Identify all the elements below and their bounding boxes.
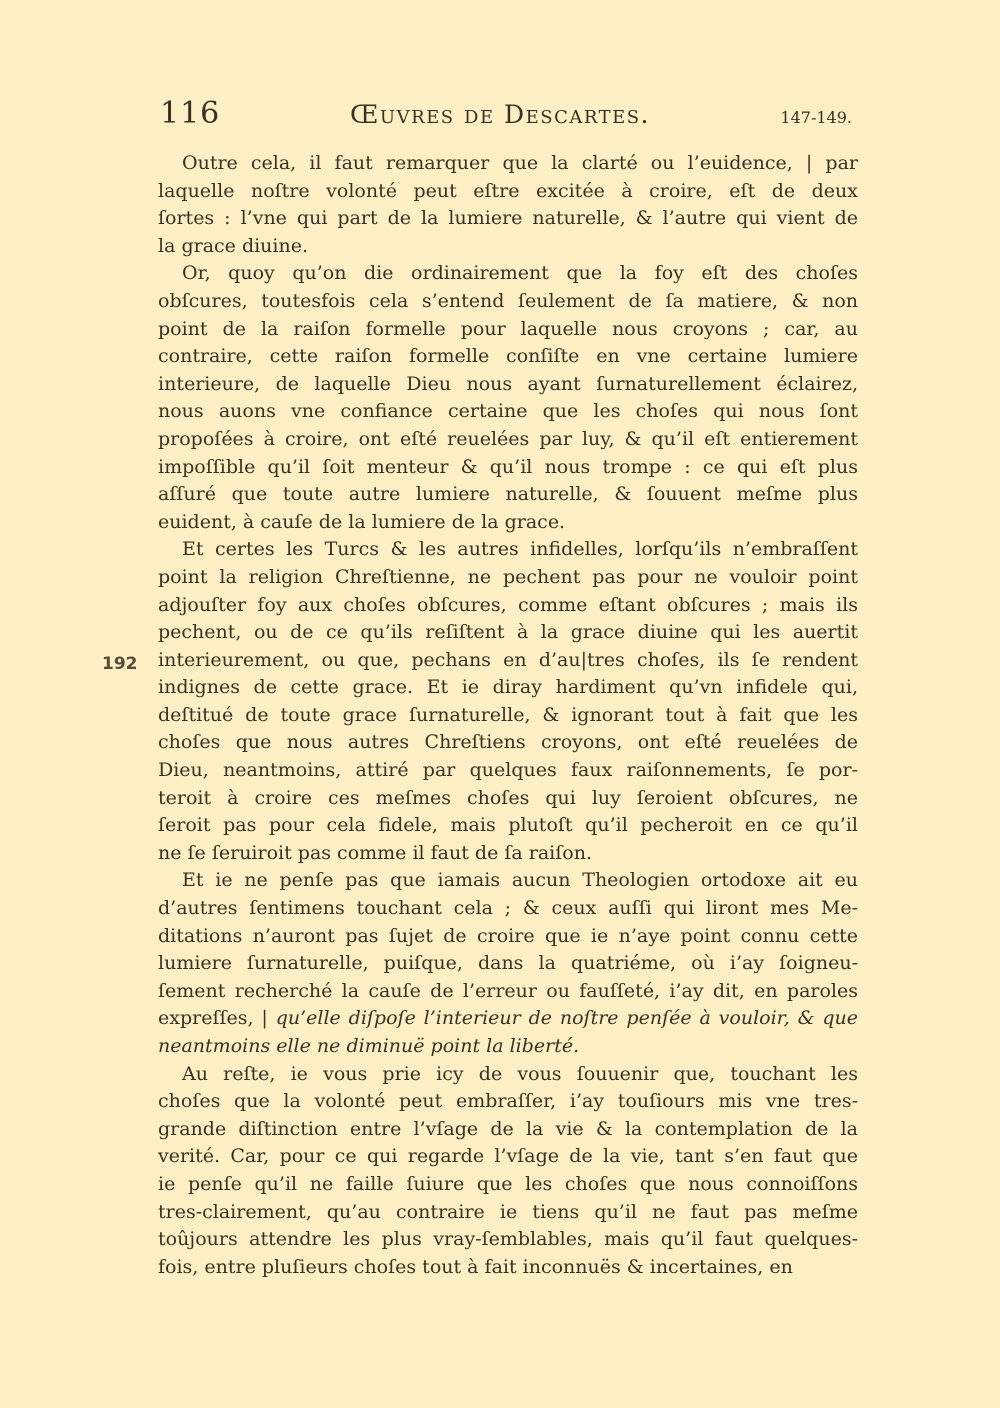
text-line: aſſuré que toute autre lumiere naturelle, & ſouuent meſme plus	[158, 483, 858, 506]
text-line: impoſſible qu’il ſoit menteur & qu’il nous trompe : ce qui eſt plus	[158, 455, 858, 478]
text-line: Or, quoy qu’on die ordinairement que la foy eſt des choſes	[182, 262, 858, 285]
paragraph	[158, 260, 858, 536]
text-line: fois, entre pluſieurs choſes tout à fait inconnuës & incertaines, en	[158, 1255, 793, 1278]
text-line: choſes que nous autres Chreſtiens croyons, ont eſté reuelées de	[158, 731, 858, 754]
text-line: teroit à croire ces meſmes choſes qui luy ſeroient obſcures, ne	[158, 786, 858, 809]
text-line: tres-clairement, qu’au contraire ie tiens qu’il ne faut pas meſme	[158, 1200, 858, 1223]
text-line: choſes que la volonté peut embraſſer, i’ay touſiours mis vne tres-	[158, 1090, 858, 1113]
text-line: la grace diuine.	[158, 234, 309, 257]
text-line: nous auons vne confiance certaine que les choſes qui nous ſont	[158, 400, 858, 423]
text-line: Au reſte, ie vous prie icy de vous ſouuenir que, touchant les	[182, 1062, 858, 1085]
text-line: ſeroit pas pour cela fidele, mais plutoſt qu’il pecheroit en ce qu’il	[158, 814, 858, 837]
margin-page-reference: 192	[102, 654, 138, 674]
paragraph	[158, 150, 858, 260]
running-header	[0, 96, 1000, 136]
text-line: toûjours attendre les plus vray-ſemblables, mais qu’il faut quelques-	[158, 1228, 858, 1251]
running-title: Œuvres de Descartes.	[349, 100, 651, 129]
text-line: grande diſtinction entre l’vſage de la vie & la contemplation de la	[158, 1117, 858, 1140]
text-line: adjouſter foy aux choſes obſcures, comme eſtant obſcures ; mais ils	[158, 593, 858, 616]
page-number: 116	[160, 96, 221, 131]
text-line: euident, à cauſe de la lumiere de la grace.	[158, 510, 566, 533]
text-line: Et certes les Turcs & les autres infidelles, lorſqu’ils n’embraſſent	[182, 538, 858, 561]
body-text	[158, 150, 858, 1281]
text-line: d’autres ſentimens touchant cela ; & ceux auſſi qui liront mes Me-	[158, 897, 858, 920]
text-line: Et ie ne penſe pas que iamais aucun Theologien ortodoxe ait eu	[182, 869, 858, 892]
text-line: propoſées à croire, ont eſté reuelées par luy, & qu’il eſt entierement	[158, 427, 858, 450]
text-line: Dieu, neantmoins, attiré par quelques faux raiſonnements, ſe por-	[158, 759, 858, 782]
text-line: interieurement, ou que, pechans en d’au|tres choſes, ils ſe rendent	[158, 648, 858, 671]
text-line: Outre cela, il faut remarquer que la clarté ou l’euidence, | par	[182, 152, 858, 174]
paragraph	[158, 536, 858, 867]
text-line: ie penſe qu’il ne faille ſuiure que les choſes que nous connoiſſons	[158, 1172, 858, 1195]
text-line: point de la raiſon formelle pour laquelle nous croyons ; car, au	[158, 317, 858, 340]
text-italic-quote: neantmoins elle ne diminuë point la liberté.	[158, 1035, 580, 1057]
paragraph	[158, 1061, 858, 1282]
text-line: obſcures, toutesfois cela s’entend ſeulement de ſa matiere, & non	[158, 289, 858, 312]
paragraph	[158, 867, 858, 1060]
text-line: verité. Car, pour ce qui regarde l’vſage de la vie, tant s’en faut que	[158, 1145, 858, 1168]
text-line: ſement recherché la cauſe de l’erreur ou fauſſeté, i’ay dit, en paroles	[158, 979, 858, 1002]
text-line: deſtitué de toute grace ſurnaturelle, & ignorant tout à fait que les	[158, 703, 858, 726]
text-plain: expreſſes, |	[158, 1007, 276, 1030]
text-line: interieure, de laquelle Dieu nous ayant ſurnaturellement éclairez,	[158, 372, 858, 395]
text-line: point la religion Chreſtienne, ne pechent pas pour ne vouloir point	[158, 565, 858, 588]
text-line: ne ſe ſeruiroit pas comme il faut de ſa raiſon.	[158, 841, 593, 864]
text-line: lumiere ſurnaturelle, puiſque, dans la quatriéme, où i’ay ſoigneu-	[158, 952, 858, 975]
text-line: ſortes : l’vne qui part de la lumiere naturelle, & l’autre qui vient de	[158, 207, 858, 230]
text-line: pechent, ou de ce qu’ils reſiſtent à la grace diuine qui les auertit	[158, 621, 858, 644]
text-line: indignes de cette grace. Et ie diray hardiment qu’vn infidele qui,	[158, 676, 858, 699]
text-line	[158, 1005, 858, 1033]
text-line: ditations n’auront pas ſujet de croire que ie n’aye point connu cette	[158, 924, 858, 947]
page-range: 147-149.	[780, 108, 852, 127]
text-italic-quote: qu’elle diſpoſe l’interieur de noſtre penſée à vouloir, & que	[275, 1007, 858, 1030]
text-line: contraire, cette raiſon formelle conſiſte en vne certaine lumiere	[158, 345, 858, 368]
text-line: laquelle noſtre volonté peut eſtre excitée à croire, eſt de deux	[158, 179, 858, 202]
